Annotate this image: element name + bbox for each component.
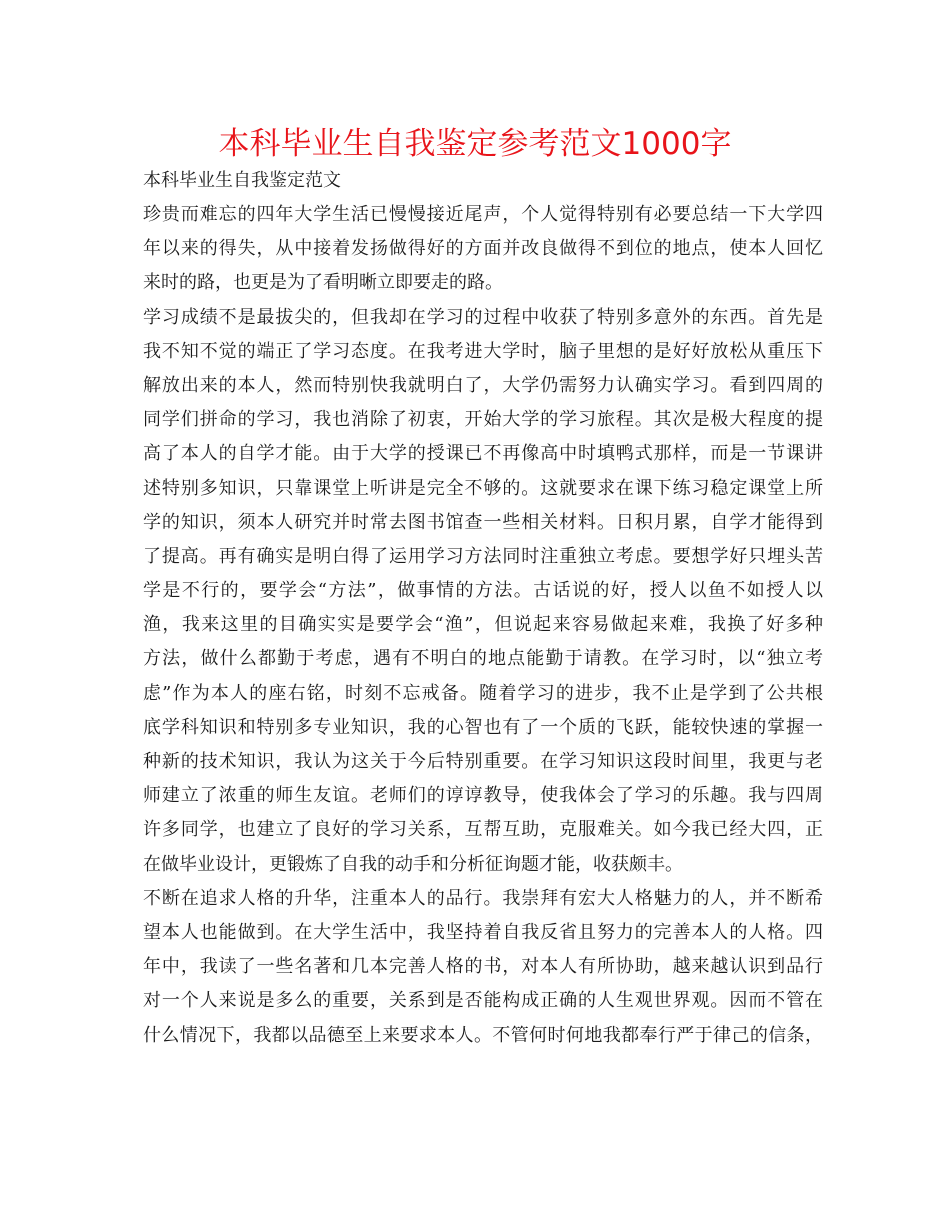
text-line: 述特别多知识，只靠课堂上听讲是完全不够的。这就要求在课下练习稳定课堂上所 xyxy=(143,477,823,499)
text-line: 学习成绩不是最拔尖的，但我却在学习的过程中收获了特别多意外的东西。首先是 xyxy=(143,306,823,328)
text-line: 学的知识，须本人研究并时常去图书馆查一些相关材料。日积月累，自学才能得到 xyxy=(143,511,823,533)
text-line: 在做毕业设计，更锻炼了自我的动手和分析征询题才能，收获颇丰。 xyxy=(143,853,683,875)
text-line: 高了本人的自学才能。由于大学的授课已不再像高中时填鸭式那样，而是一节课讲 xyxy=(143,443,823,465)
text-line: 不断在追求人格的升华，注重本人的品行。我崇拜有宏大人格魅力的人，并不断希 xyxy=(143,887,823,909)
document-title: 本科毕业生自我鉴定参考范文1000字 xyxy=(218,126,732,162)
text-line: 年以来的得失，从中接着发扬做得好的方面并改良做得不到位的地点，使本人回忆 xyxy=(143,238,823,260)
text-line: 种新的技术知识，我认为这关于今后特别重要。在学习知识这段时间里，我更与老 xyxy=(143,751,823,772)
text-line: 对一个人来说是多么的重要，关系到是否能构成正确的人生观世界观。因而不管在 xyxy=(143,990,823,1012)
text-line: 了提高。再有确实是明白得了运用学习方法同时注重独立考虑。要想学好只埋头苦 xyxy=(143,545,823,567)
text-line: 我不知不觉的端正了学习态度。在我考进大学时，脑子里想的是好好放松从重压下 xyxy=(143,340,823,362)
document-subtitle: 本科毕业生自我鉴定范文 xyxy=(143,170,341,191)
text-line: 珍贵而难忘的四年大学生活已慢慢接近尾声，个人觉得特别有必要总结一下大学四 xyxy=(143,204,823,225)
text-line: 来时的路，也更是为了看明晰立即要走的路。 xyxy=(143,272,503,294)
text-line: 学是不行的，要学会“方法”，做事情的方法。古话说的好，授人以鱼不如授人以 xyxy=(143,580,823,602)
text-line: 同学们拼命的学习，我也消除了初衷，开始大学的学习旅程。其次是极大程度的提 xyxy=(143,409,823,431)
document-body xyxy=(143,164,823,1053)
text-line: 许多同学，也建立了良好的学习关系，互帮互助，克服难关。如今我已经大四，正 xyxy=(143,819,823,841)
paragraph-intro xyxy=(143,198,823,301)
text-line: 年中，我读了一些名著和几本完善人格的书，对本人有所协助，越来越认识到品行 xyxy=(143,956,823,978)
text-line: 方法，做什么都勤于考虑，遇有不明白的地点能勤于请教。在学习时，以“独立考 xyxy=(143,648,823,670)
text-line: 望本人也能做到。在大学生活中，我坚持着自我反省且努力的完善本人的人格。四 xyxy=(143,921,823,943)
text-line: 解放出来的本人，然而特别快我就明白了，大学仍需努力认确实学习。看到四周的 xyxy=(143,374,823,396)
text-line: 底学科知识和特别多专业知识，我的心智也有了一个质的飞跃，能较快速的掌握一 xyxy=(143,716,823,738)
paragraph-character xyxy=(143,882,823,1053)
text-line: 师建立了浓重的师生友谊。老师们的谆谆教导，使我体会了学习的乐趣。我与四周 xyxy=(143,785,823,807)
text-line: 什么情况下，我都以品德至上来要求本人。不管何时何地我都奉行严于律己的信条， xyxy=(143,1024,823,1046)
paragraph-study xyxy=(143,301,823,882)
text-line: 虑”作为本人的座右铭，时刻不忘戒备。随着学习的进步，我不止是学到了公共根 xyxy=(143,682,823,704)
text-line: 渔，我来这里的目确实实是要学会“渔”，但说起来容易做起来难，我换了好多种 xyxy=(143,614,823,636)
